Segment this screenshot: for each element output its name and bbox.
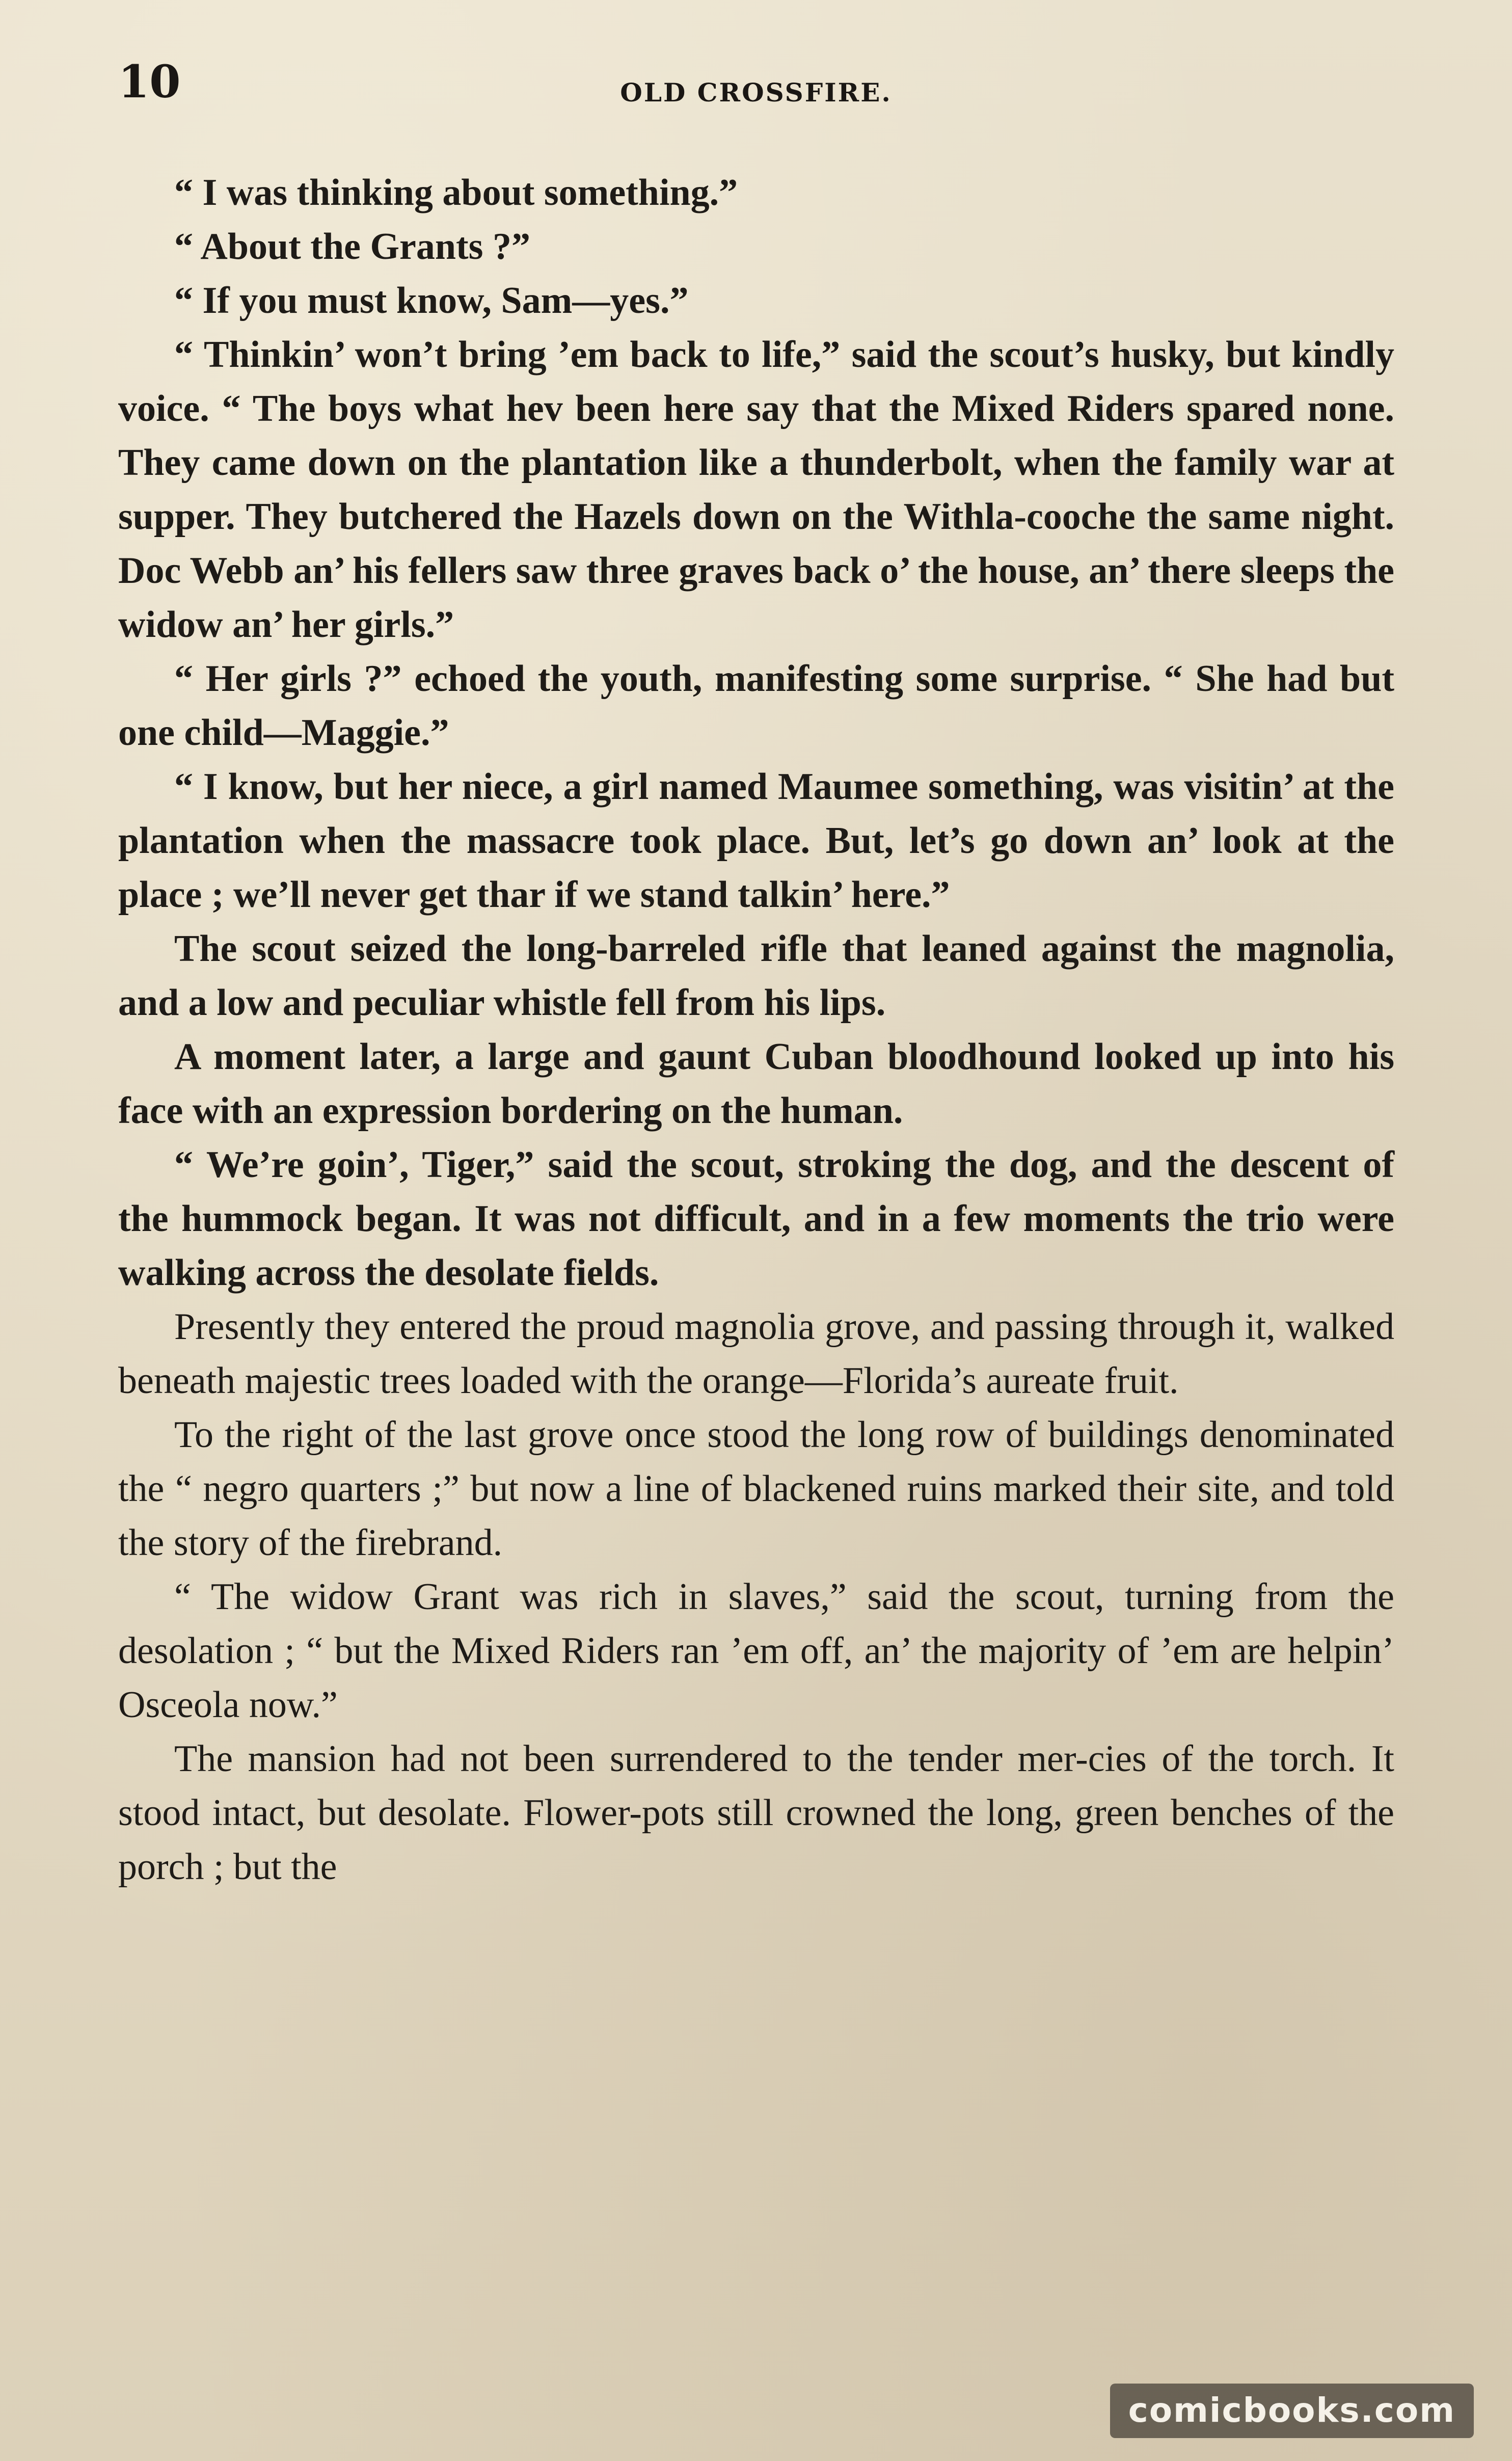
paragraph: To the right of the last grove once stood the long row of buildings denominated the “ negro quarters ;” but now a line of blackened ruins marked their site, and told the story of the firebrand.: [118, 1414, 1394, 1564]
paragraph: “ About the Grants ?”: [174, 226, 530, 268]
paragraph: “ If you must know, Sam—yes.”: [174, 280, 689, 322]
paragraph: The scout seized the long-barreled rifle that leaned against the magnolia, and a low and peculiar whistle fell from his lips.: [118, 928, 1394, 1024]
paragraph: “ I know, but her niece, a girl named Maumee something, was visitin’ at the plantation when the massacre took place. But, let’s go down an’ look at the place ; we’ll never get thar if we stand talkin’ here.”: [118, 766, 1394, 916]
paragraph: “ We’re goin’, Tiger,” said the scout, stroking the dog, and the descent of the hummock began. It was not difficult, and in a few moments the trio were walking across the desolate fields.: [118, 1144, 1394, 1294]
paragraph: “ I was thinking about something.”: [174, 172, 738, 213]
page-header: [118, 55, 1394, 131]
paragraph: “ Thinkin’ won’t bring ’em back to life,” said the scout’s husky, but kindly voice. “ The boys what hev been here say that the Mixed Riders spared none. They came down on the plantation like a thunderbolt, when the family war at supper. They butchered the Hazels down on the Withla-cooche the same night. Doc Webb an’ his fellers saw three graves back o’ the house, an’ there sleeps the widow an’ her girls.”: [118, 334, 1394, 646]
body-text: [118, 166, 1394, 1894]
running-title: OLD CROSSFIRE.: [620, 77, 892, 108]
paragraph: “ The widow Grant was rich in slaves,” said the scout, turning from the desolation ; “ but the Mixed Riders ran ’em off, an’ the majority of ’em are helpin’ Osceola now.”: [118, 1576, 1394, 1726]
paragraph: The mansion had not been surrendered to the tender mer-cies of the torch. It stood intact, but desolate. Flower-pots still crowned the long, green benches of the porch ; but the: [118, 1738, 1394, 1888]
paragraph: Presently they entered the proud magnolia grove, and passing through it, walked beneath majestic trees loaded with the orange—Florida’s aureate fruit.: [118, 1306, 1394, 1402]
paragraph: A moment later, a large and gaunt Cuban bloodhound looked up into his face with an expression bordering on the human.: [118, 1036, 1394, 1132]
paragraph: “ Her girls ?” echoed the youth, manifesting some surprise. “ She had but one child—Maggie.”: [118, 658, 1394, 754]
page-number: 10: [118, 55, 181, 108]
watermark: comicbooks.com: [1110, 2384, 1474, 2438]
